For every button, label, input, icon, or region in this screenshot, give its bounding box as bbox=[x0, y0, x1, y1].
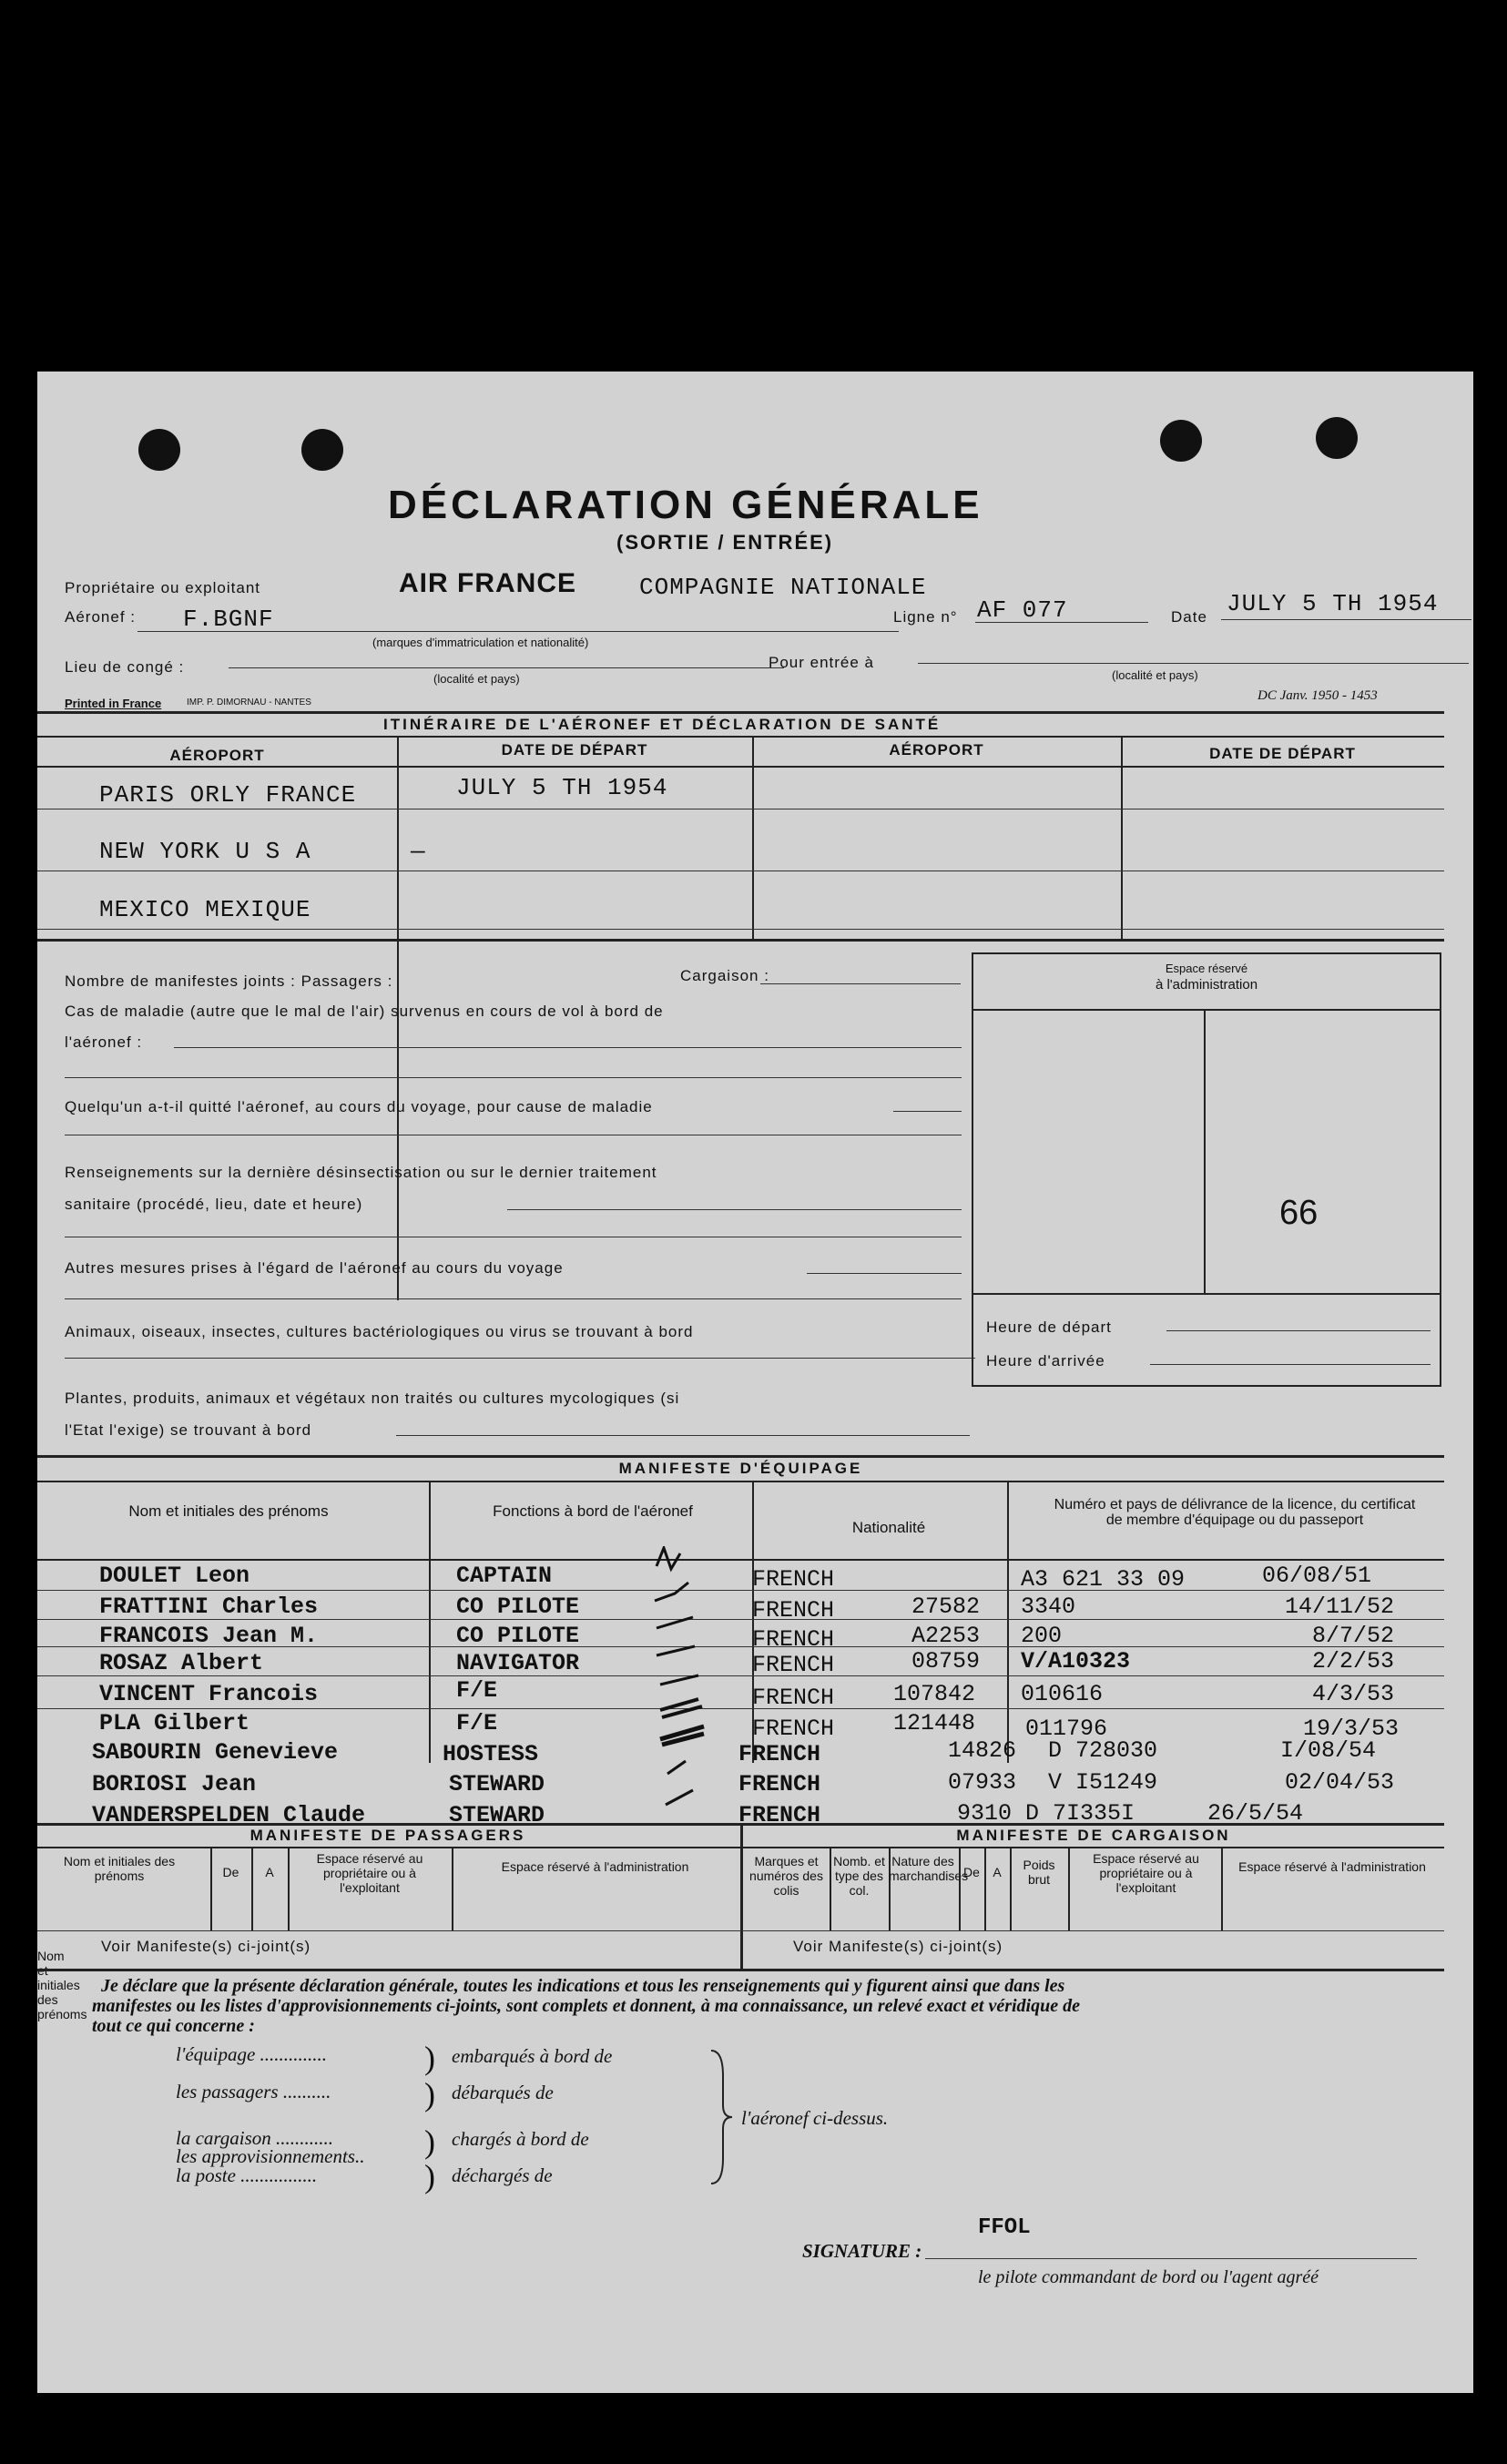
passengers-col-from: De bbox=[222, 1865, 239, 1879]
aircraft-label: Aéronef : bbox=[65, 608, 136, 626]
declaration-aircraft-ref: l'aéronef ci-dessus. bbox=[741, 2107, 889, 2129]
left-aircraft-label: Quelqu'un a-t-il quitté l'aéronef, au cours du voyage, pour cause de maladie bbox=[65, 1098, 653, 1115]
printed-label: Printed in France bbox=[65, 697, 162, 710]
admin-number: 66 bbox=[1279, 1194, 1319, 1232]
manifests-label: Nombre de manifestes joints : Passagers : bbox=[65, 972, 393, 990]
cargo-col-owner: Espace réservé au propriétaire ou à l'exploitant bbox=[1093, 1851, 1199, 1895]
cargo-col-admin: Espace réservé à l'administration bbox=[1238, 1859, 1426, 1874]
crew-function: NAVIGATOR bbox=[456, 1650, 580, 1676]
itinerary-airport: MEXICO MEXIQUE bbox=[99, 896, 311, 923]
itinerary-col-airport: AÉROPORT bbox=[169, 747, 265, 764]
cargo-title: MANIFESTE DE CARGAISON bbox=[956, 1827, 1231, 1844]
form-reference: DC Janv. 1950 - 1453 bbox=[1258, 688, 1378, 703]
departure-time-label: Heure de départ bbox=[986, 1319, 1112, 1336]
passengers-col-owner: Espace réservé au propriétaire ou à l'exploitant bbox=[316, 1851, 423, 1895]
crew-name: FRATTINI Charles bbox=[99, 1593, 319, 1620]
crew-function: STEWARD bbox=[449, 1802, 545, 1828]
crew-license: D 7I335I bbox=[1025, 1800, 1135, 1827]
declaration-text: Je déclare que la présente déclaration générale, toutes les indications et tous les renseignements qui y figurent ainsi que dans les bbox=[101, 1976, 1065, 1996]
declaration-text-3: tout ce qui concerne : bbox=[92, 2016, 255, 2036]
signer-label: le pilote commandant de bord ou l'agent agréé bbox=[978, 2267, 1319, 2287]
date-label: Date bbox=[1171, 608, 1207, 626]
declaration-embarked: embarqués à bord de bbox=[452, 2045, 613, 2067]
signature-value: FFOL bbox=[978, 2215, 1031, 2240]
itinerary-date: JULY 5 TH 1954 bbox=[456, 774, 668, 801]
crew-license-date: 26/5/54 bbox=[1207, 1800, 1304, 1827]
crew-license-date: 19/3/53 bbox=[1303, 1716, 1400, 1742]
entry-note: (localité et pays) bbox=[1112, 668, 1198, 682]
punch-hole bbox=[1160, 420, 1202, 462]
clearance-note: (localité et pays) bbox=[433, 672, 520, 686]
cargo-col-nature: Nature des marchandises bbox=[889, 1854, 969, 1883]
crew-number: 107842 bbox=[893, 1681, 976, 1707]
crew-col-license: Numéro et pays de délivrance de la licence, du certificat de membre d'équipage ou du passeport bbox=[1054, 1497, 1416, 1528]
declaration-form: DÉCLARATION GÉNÉRALE (SORTIE / ENTRÉE) Propriétaire ou exploitant AIR FRANCE COMPAGNIE NATIONALE Aéronef : F.BGNF (marques d'immatriculation et nationalité) Ligne n° AF 077 Date JULY 5 TH 1954 Lieu de congé : (localité et pays) Pour entrée à (localité et pays) Printed in France IMP. P. DIMORNAU - NANTES DC Janv. 1950 - 1453 ITINÉRAIRE DE L'AÉRONEF ET DÉCLARATION DE SANTÉ AÉROPORT DATE DE DÉPART AÉROPORT DATE DE DÉPART PARIS ORLY FRANCE JULY 5 TH 1954 NEW YORK U S A — MEXICO MEXIQUE Nombre de manifestes joints : Passagers : Cargaison : Cas de maladie (autre que le mal de l'air) survenus en cours de vol à bord de l'aéronef : Quelqu'un a-t-il quitté l'aéronef, au cours du voyage, pour cause de maladie Renseignements sur la dernière désinsectisation ou sur le dernier traitement sanitaire (procédé, lieu, date et heure) Autres mesures prises à l'égard de l'aéronef au cours du voyage Animaux, oiseaux, insectes, cultures bactériologiques ou virus se trouvant à bord Plantes, produits, animaux et végétaux non traités ou cultures mycologiques (si l'Etat l'exige) se trouvant à bord Espace réservé à l'administration 66 Heure de départ Heure d'arrivée MANIFESTE D'ÉQUIPAGE Nom et initiales des prénoms Fonctions à bord de l'aéronef Nationalité Numéro et pays de délivrance de la licence, du certificat de membre d'équipage ou du passeport DOULET Leon CAPTAIN FRENCH A3 621 33 09 06/08/51 FRATTINI Charles CO PILOTE FRENCH 27582 3340 14/11/52 FRANCOIS Jean M. CO PILOTE FRENCH A2253 200 8/7/52 ROSAZ Albert NAVIGATOR FRENCH 08759 V/A10323 2/2/53 VINCENT Francois F/E FRENCH 107842 010616 4/3/53 PLA Gilbert F/E FRENCH 121448 011796 19/3/53 SABOURIN Genevieve HOSTESS FRENCH 14826 D 728030 I/08/54 BORIOSI Jean STEWARD FRENCH 07933 V I51249 02/04/53 VANDERSPELDEN Claude STEWARD FRENCH 9310 D 7I335I 26/5/54 MANIFESTE DE PASSAGERS MANIFESTE DE CARGAISON Nom et initiales des prénoms Nom et initiales des prénoms De A Espace réservé au propriétaire ou à l'exploitant Espace réservé à l'administration Voir Manifeste(s) ci-joint(s) Marques et numéros des colis Nomb. et type des col. Nature des marchandises De A Poids brut Espace réservé au propriétaire ou à l'exploitant Espace réservé à l'administration Voir Manifeste(s) ci-joint(s) Je déclare que la présente déclaration générale, toutes les indications et tous les renseignements qui y figurent ainsi que dans les manifestes ou les listes d'approvisionnements ci-joints, sont complets et donnent, à ma connaissance, un relevé exact et véridique de tout ce qui concerne : l'équipage .............. les passagers .......... la cargaison ............ les approvisionnements.. la poste ................ ) ) ) ) embarqués à bord de débarqués de chargés à bord de déchargés de l'aéronef ci-dessus. SIGNATURE : FFOL le pilote commandant de bord ou l'agent agréé bbox=[37, 372, 1473, 2393]
declaration-brace bbox=[707, 2049, 734, 2185]
clearance-label: Lieu de congé : bbox=[65, 658, 185, 676]
crew-number: 14826 bbox=[948, 1737, 1017, 1764]
date-value: JULY 5 TH 1954 bbox=[1227, 590, 1439, 617]
crew-license-date: 8/7/52 bbox=[1312, 1623, 1395, 1649]
declaration-text-2: manifestes ou les listes d'approvisionnements ci-joints, sont complets et donnent, à ma connaissance, un relevé exact et véridique de bbox=[92, 1996, 1080, 2016]
crew-license: 010616 bbox=[1021, 1681, 1104, 1707]
itinerary-airport: NEW YORK U S A bbox=[99, 838, 311, 865]
crew-license-date: I/08/54 bbox=[1280, 1737, 1377, 1764]
crew-function: F/E bbox=[456, 1710, 498, 1736]
form-title: DÉCLARATION GÉNÉRALE bbox=[388, 483, 983, 527]
aircraft-note: (marques d'immatriculation et nationalité) bbox=[372, 636, 589, 649]
printer-label: IMP. P. DIMORNAU - NANTES bbox=[187, 697, 311, 708]
crew-function: CO PILOTE bbox=[456, 1593, 580, 1620]
crew-nationality: FRENCH bbox=[752, 1716, 835, 1742]
crew-col-name: Nom et initiales des prénoms bbox=[128, 1502, 329, 1520]
crew-nationality: FRENCH bbox=[738, 1802, 821, 1828]
signature-label: SIGNATURE : bbox=[802, 2240, 922, 2262]
crew-number: 07933 bbox=[948, 1769, 1017, 1796]
aircraft-value: F.BGNF bbox=[183, 606, 274, 633]
handwritten-check-marks bbox=[620, 1546, 766, 1838]
crew-license: 011796 bbox=[1025, 1716, 1108, 1742]
crew-nationality: FRENCH bbox=[752, 1652, 835, 1678]
admin-title: Espace réservé bbox=[1165, 962, 1248, 975]
crew-function: F/E bbox=[456, 1677, 498, 1704]
crew-function: CAPTAIN bbox=[456, 1563, 553, 1589]
crew-license-date: 4/3/53 bbox=[1312, 1681, 1395, 1707]
illness-label-2: l'aéronef : bbox=[65, 1033, 143, 1051]
crew-number: 9310 bbox=[957, 1800, 1013, 1827]
punch-hole bbox=[301, 429, 343, 471]
cargo-label: Cargaison : bbox=[680, 967, 769, 984]
declaration-loaded: chargés à bord de bbox=[452, 2128, 589, 2150]
declaration-mail: la poste ................ bbox=[176, 2164, 318, 2186]
passengers-col-to: A bbox=[265, 1865, 274, 1879]
crew-number: A2253 bbox=[911, 1623, 981, 1649]
cargo-col-to: A bbox=[993, 1865, 1002, 1879]
disinsection-label-2: sanitaire (procédé, lieu, date et heure) bbox=[65, 1196, 363, 1213]
crew-name: VANDERSPELDEN Claude bbox=[92, 1802, 366, 1828]
crew-number: 08759 bbox=[911, 1648, 981, 1675]
itinerary-col-date-2: DATE DE DÉPART bbox=[1209, 745, 1356, 762]
passengers-title: MANIFESTE DE PASSAGERS bbox=[249, 1827, 526, 1844]
declaration-crew: l'équipage .............. bbox=[176, 2043, 328, 2065]
crew-name: FRANCOIS Jean M. bbox=[99, 1623, 319, 1649]
passengers-col-name-visible: Nom et initiales des prénoms bbox=[63, 1854, 176, 1883]
crew-function: HOSTESS bbox=[443, 1741, 539, 1767]
crew-license: D 728030 bbox=[1048, 1737, 1158, 1764]
crew-license: 3340 bbox=[1021, 1593, 1076, 1620]
admin-title-2: à l'administration bbox=[1155, 977, 1258, 993]
passengers-footer: Voir Manifeste(s) ci-joint(s) bbox=[101, 1938, 311, 1955]
itinerary-title: ITINÉRAIRE DE L'AÉRONEF ET DÉCLARATION DE SANTÉ bbox=[383, 716, 942, 733]
crew-number: 121448 bbox=[893, 1710, 976, 1736]
crew-license-date: 2/2/53 bbox=[1312, 1648, 1395, 1675]
declaration-passengers: les passagers .......... bbox=[176, 2081, 331, 2103]
line-value: AF 077 bbox=[977, 596, 1068, 624]
punch-hole bbox=[1316, 417, 1358, 459]
declaration-unloaded: déchargés de bbox=[452, 2164, 553, 2186]
crew-nationality: FRENCH bbox=[752, 1597, 835, 1624]
cargo-col-weight: Poids brut bbox=[1023, 1858, 1055, 1887]
form-subtitle: (SORTIE / ENTRÉE) bbox=[616, 531, 834, 554]
crew-name: DOULET Leon bbox=[99, 1563, 250, 1589]
cargo-footer: Voir Manifeste(s) ci-joint(s) bbox=[793, 1938, 1003, 1955]
disinsection-label: Renseignements sur la dernière désinsectisation ou sur le dernier traitement bbox=[65, 1164, 657, 1181]
crew-nationality: FRENCH bbox=[738, 1771, 821, 1797]
crew-license-date: 02/04/53 bbox=[1285, 1769, 1395, 1796]
itinerary-date: — bbox=[411, 838, 426, 865]
crew-name: VINCENT Francois bbox=[99, 1681, 319, 1707]
illness-label: Cas de maladie (autre que le mal de l'air) survenus en cours de vol à bord de bbox=[65, 1003, 664, 1020]
crew-license: V I51249 bbox=[1048, 1769, 1158, 1796]
crew-title: MANIFESTE D'ÉQUIPAGE bbox=[618, 1460, 863, 1477]
declaration-disembarked: débarqués de bbox=[452, 2082, 554, 2103]
owner-value: AIR FRANCE bbox=[399, 568, 576, 598]
itinerary-airport: PARIS ORLY FRANCE bbox=[99, 781, 357, 809]
crew-name: BORIOSI Jean bbox=[92, 1771, 257, 1797]
crew-function: STEWARD bbox=[449, 1771, 545, 1797]
owner-typed: COMPAGNIE NATIONALE bbox=[639, 574, 927, 601]
cargo-col-marks: Marques et numéros des colis bbox=[749, 1854, 823, 1898]
crew-nationality: FRENCH bbox=[752, 1626, 835, 1653]
itinerary-col-airport-2: AÉROPORT bbox=[889, 741, 984, 759]
crew-license-date: 06/08/51 bbox=[1262, 1563, 1372, 1589]
crew-col-nationality: Nationalité bbox=[851, 1519, 926, 1536]
owner-label: Propriétaire ou exploitant bbox=[65, 579, 261, 596]
crew-license: V/A10323 bbox=[1021, 1648, 1131, 1675]
crew-name: PLA Gilbert bbox=[99, 1710, 250, 1736]
crew-name: ROSAZ Albert bbox=[99, 1650, 264, 1676]
crew-nationality: FRENCH bbox=[752, 1566, 835, 1593]
plants-label: Plantes, produits, animaux et végétaux non traités ou cultures mycologiques (si bbox=[65, 1390, 680, 1407]
crew-license: 200 bbox=[1021, 1623, 1063, 1649]
crew-license: A3 621 33 09 bbox=[1021, 1566, 1186, 1593]
plants-label-2: l'Etat l'exige) se trouvant à bord bbox=[65, 1421, 312, 1439]
crew-name: SABOURIN Genevieve bbox=[92, 1739, 339, 1766]
crew-nationality: FRENCH bbox=[752, 1685, 835, 1711]
cargo-col-from: De bbox=[963, 1865, 980, 1879]
crew-nationality: FRENCH bbox=[738, 1741, 821, 1767]
cargo-col-count: Nomb. et type des col. bbox=[833, 1854, 885, 1898]
punch-hole bbox=[138, 429, 180, 471]
crew-col-function: Fonctions à bord de l'aéronef bbox=[493, 1502, 693, 1520]
entry-label: Pour entrée à bbox=[769, 654, 875, 671]
itinerary-col-date: DATE DE DÉPART bbox=[501, 741, 648, 759]
measures-label: Autres mesures prises à l'égard de l'aéronef au cours du voyage bbox=[65, 1259, 564, 1277]
line-label: Ligne n° bbox=[893, 608, 958, 626]
crew-number: 27582 bbox=[911, 1593, 981, 1620]
arrival-time-label: Heure d'arrivée bbox=[986, 1352, 1105, 1369]
declaration-supplies: les approvisionnements.. bbox=[176, 2145, 365, 2167]
declaration-cargo: la cargaison ............ bbox=[176, 2127, 334, 2149]
crew-function: CO PILOTE bbox=[456, 1623, 580, 1649]
passengers-col-admin: Espace réservé à l'administration bbox=[501, 1859, 689, 1874]
crew-license-date: 14/11/52 bbox=[1285, 1593, 1395, 1620]
animals-label: Animaux, oiseaux, insectes, cultures bactériologiques ou virus se trouvant à bord bbox=[65, 1323, 694, 1340]
